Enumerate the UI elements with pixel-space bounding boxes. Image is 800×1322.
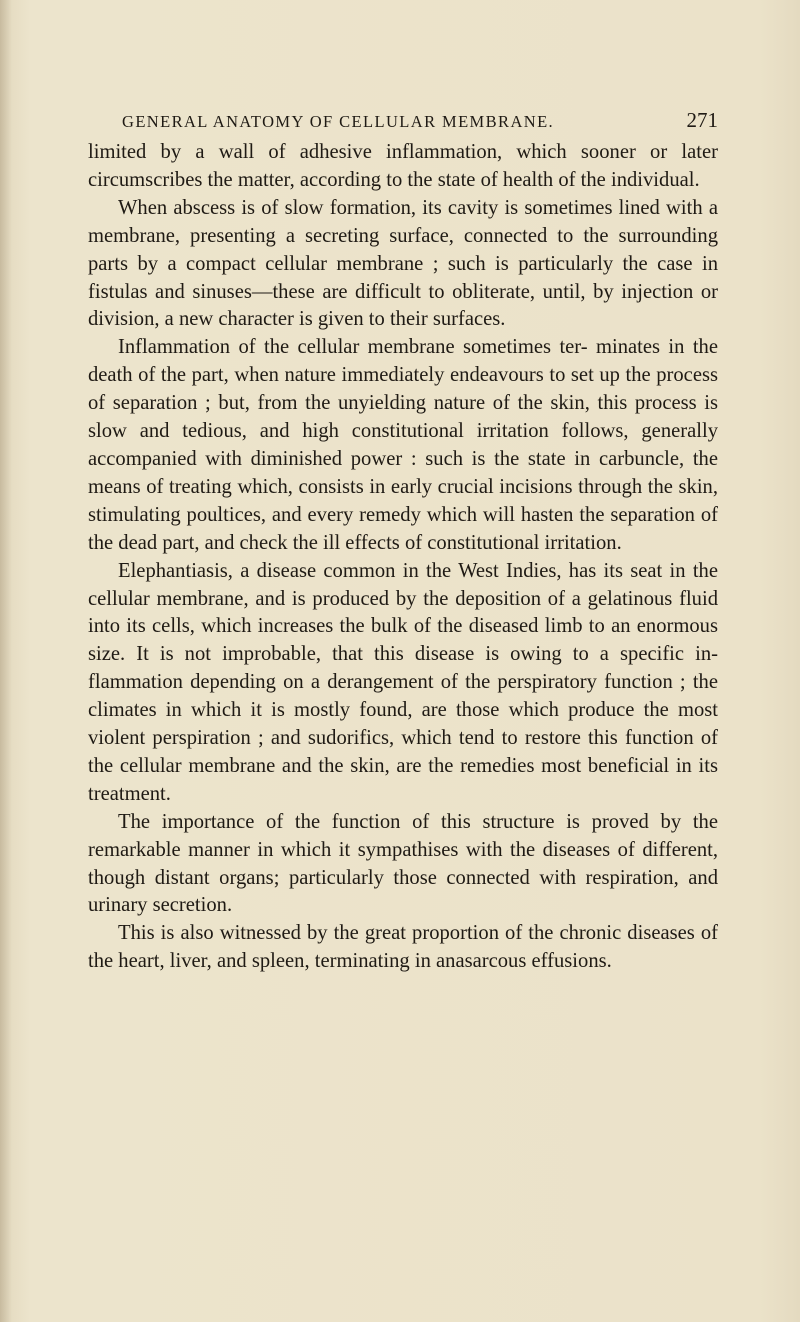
running-title: GENERAL ANATOMY OF CELLULAR MEMBRANE.	[122, 112, 555, 131]
running-head	[122, 108, 718, 138]
paragraph-abscess: When abscess is of slow formation, its cavity is sometimes lined with a membrane, presenting a secreting surface, connected to the surrounding parts by a compact cellular membrane ; such is particularly the case in fistulas and sinuses—these are difficult to obliterate, until, by injection or division, a new character is given to their surfaces.	[88, 196, 718, 331]
paragraph-chronic-diseases: This is also witnessed by the great proportion of the chronic diseases of the heart, liver, and spleen, terminating in anasarcous effusions.	[88, 922, 718, 973]
paragraph-inflammation: Inflammation of the cellular membrane sometimes ter- minates in the death of the part, when nature immediately endeavours to set up the process of separation ; but, from the unyielding nature of the skin, this process is slow and tedious, and high constitutional irritation follows, generally accompanied with diminished power : such is the state in carbuncle, the means of treating which, consists in early crucial incisions through the skin, stimulating poultices, and every remedy which will hasten the separation of the dead part, and check the ill effects of constitutional irritation.	[88, 336, 718, 554]
body-text	[88, 139, 718, 976]
paragraph-continued: limited by a wall of adhesive inflammation, which sooner or later circumscribes the matter, according to the state of health of the individual.	[88, 141, 718, 191]
spine-shadow	[0, 0, 12, 1322]
page-number: 271	[686, 108, 718, 132]
paragraph-elephantiasis: Elephantiasis, a disease common in the West Indies, has its seat in the cellular membrane, and is produced by the deposition of a gelatinous fluid into its cells, which increases the bulk of the diseased limb to an enormous size. It is not improbable, that this disease is owing to a specific in- flammation depending on a derangement of the perspiratory function ; the climates in which it is mostly found, are those which produce the most violent perspiration ; and sudorifics, which tend to restore this function of the cellular membrane and the skin, are the remedies most beneficial in its treatment.	[88, 559, 718, 805]
paragraph-importance: The importance of the function of this structure is proved by the remarkable manner in which it sympathises with the diseases of different, though distant organs; particularly those connected with respiration, and urinary secretion.	[88, 810, 718, 917]
